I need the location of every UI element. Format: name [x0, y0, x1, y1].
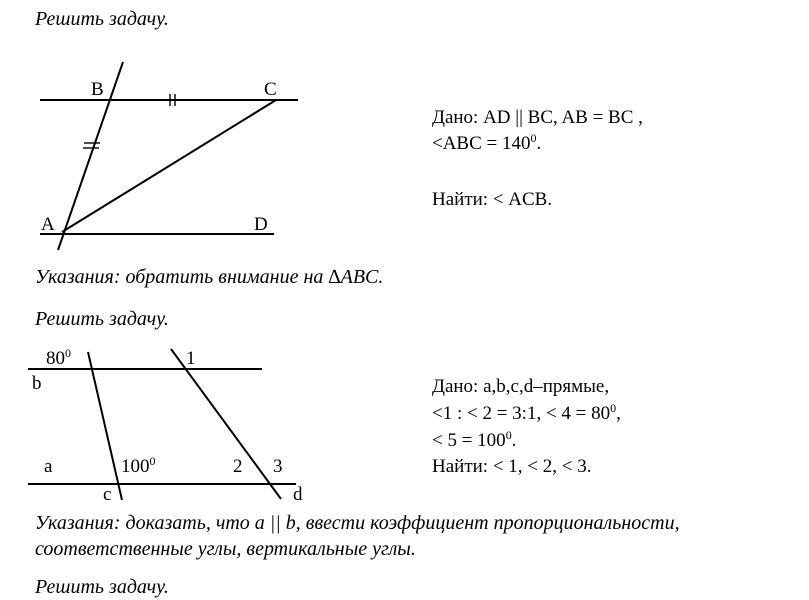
line-ac [62, 100, 276, 232]
task2-hint-line2: соответственные углы, вертикальные углы. [35, 538, 416, 560]
label-line-d: d [293, 484, 303, 505]
label-line-c: c [103, 484, 112, 505]
task2-hint-line1: Указания: доказать, что a || b, ввести коэффициент пропорциональности, [35, 512, 680, 534]
label-b-point: B [91, 79, 104, 100]
label-angle5: $100^0$ [121, 454, 156, 477]
task2-given-line1: Дано: a,b,c,d–прямые, [432, 376, 610, 397]
label-angle4: $80^0$ [46, 346, 71, 369]
line-d [171, 349, 281, 499]
label-d-point: D [254, 214, 268, 235]
task3-heading: Решить задачу. [35, 576, 169, 598]
label-angle3: 3 [273, 456, 283, 477]
label-angle2: 2 [233, 456, 243, 477]
label-angle1: 1 [186, 348, 196, 369]
task1-find: Найти: < ACB. [432, 189, 553, 210]
label-line-b: b [32, 373, 42, 394]
task1-given-line1: Дано: AD || BC, AB = BC , [432, 107, 643, 128]
task2-find: Найти: < 1, < 2, < 3. [432, 456, 592, 477]
task2-given-line2: <1 : < 2 = 3:1, < $4 = 80^0$, [432, 401, 621, 424]
task2-given-line3: < $5 = 100^0$. [432, 428, 517, 451]
task2-heading: Решить задачу. [35, 308, 169, 330]
task1-given-line2: $<ABC = 140^0$. [432, 131, 542, 154]
label-line-a: a [44, 456, 53, 477]
label-c-point: C [264, 79, 277, 100]
label-a-point: A [41, 214, 55, 235]
task1-hint: Указания: обратить внимание на ∆ABC. [35, 266, 384, 288]
line-c [88, 352, 122, 500]
task1-heading: Решить задачу. [35, 8, 169, 30]
